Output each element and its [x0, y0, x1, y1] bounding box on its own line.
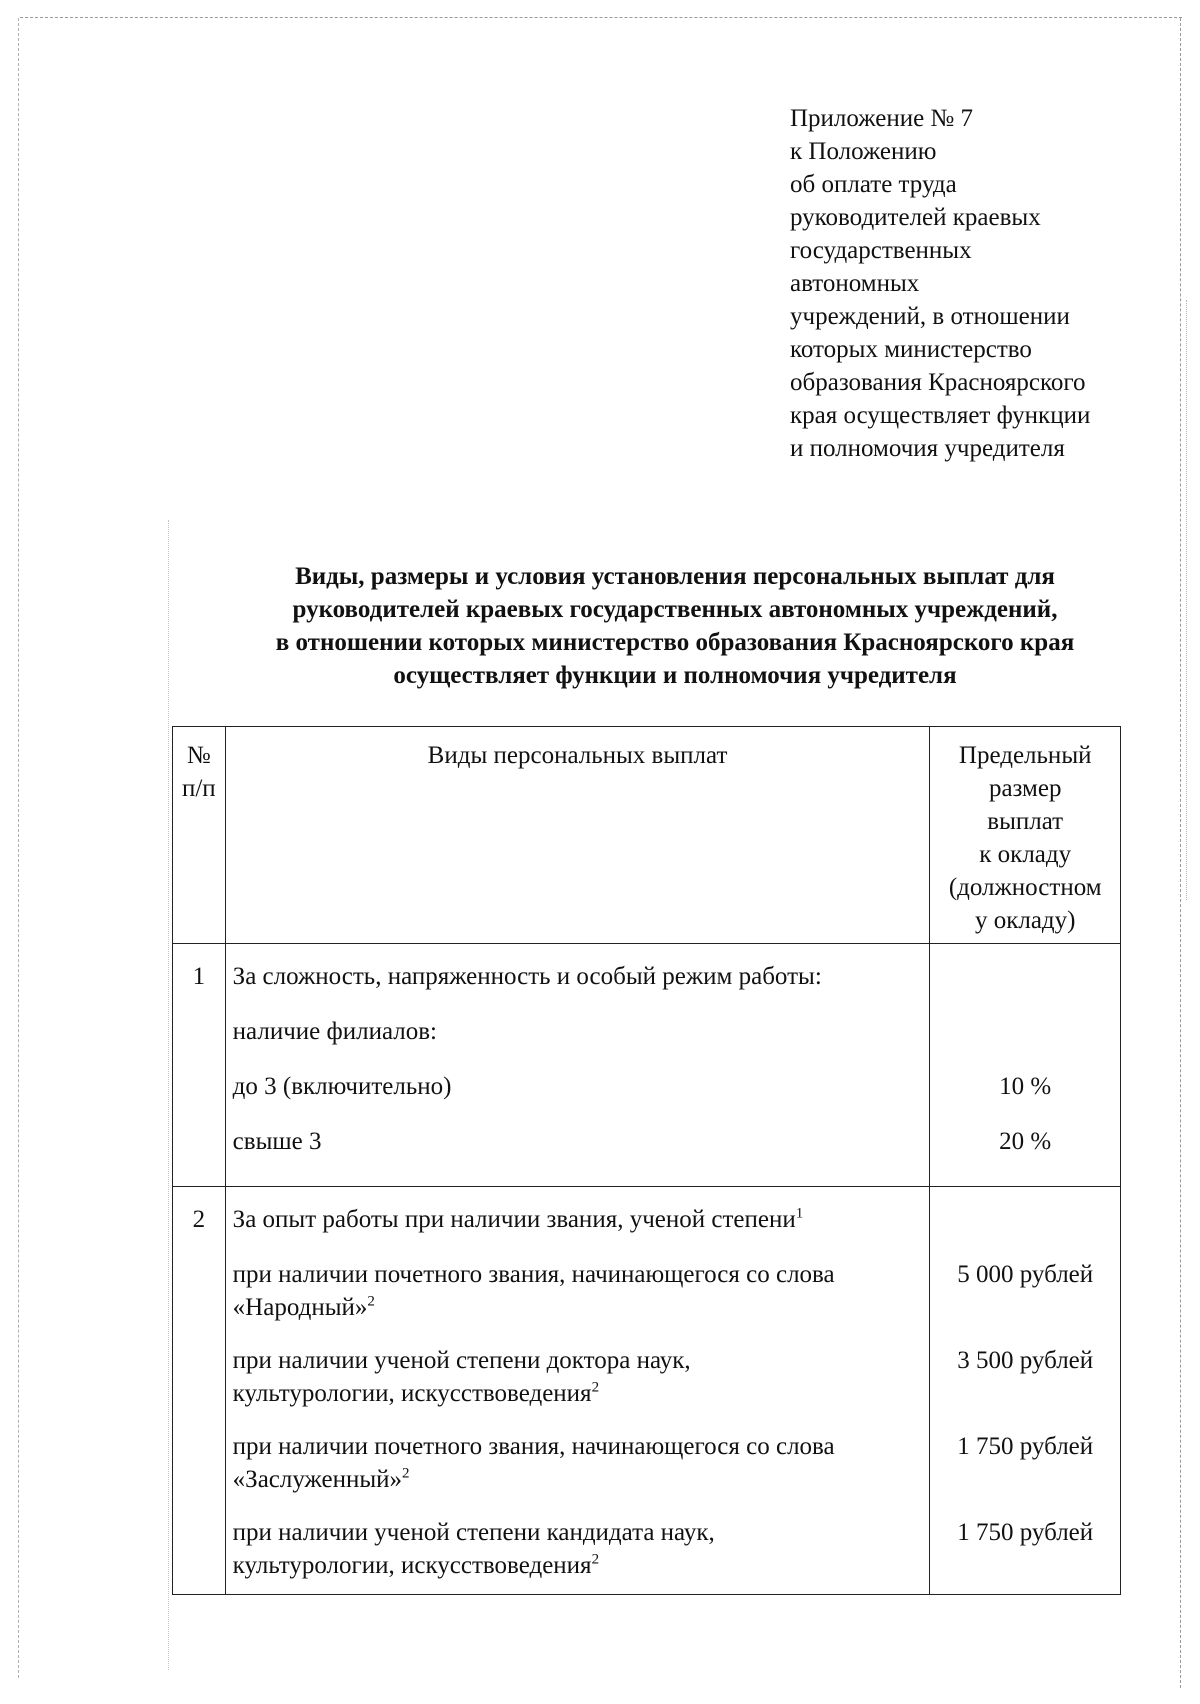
row-value-cell: [930, 1187, 1121, 1595]
row-line-text: «Народный»: [232, 1294, 368, 1321]
table-row-section-1: [173, 944, 1121, 1187]
row-line-text: культурологии, искусствоведения: [232, 1552, 592, 1579]
header-limit-cell: [930, 727, 1121, 944]
header-limit-line: (должностном: [948, 874, 1102, 901]
row-value-cell: [930, 944, 1121, 1187]
row-value: [930, 960, 1120, 993]
title-line: руководителей краевых государственных автономных учреждений,: [292, 596, 1058, 623]
row-line: до 3 (включительно): [232, 1073, 452, 1100]
appendix-line: образования Красноярского: [790, 369, 1086, 396]
table-header-row: [173, 727, 1121, 944]
row-line: при наличии почетного звания, начинающегося со слова: [232, 1261, 835, 1288]
header-limit-line: Предельный: [958, 742, 1092, 769]
row-entry: [226, 1344, 930, 1410]
footnote-mark: 2: [367, 1293, 375, 1310]
row-line-continued: [233, 1377, 924, 1410]
table-row-section-2: [173, 1187, 1121, 1595]
appendix-line: края осуществляет функции: [790, 402, 1091, 429]
row-line: при наличии почетного звания, начинающегося со слова: [232, 1433, 835, 1460]
row-value: 1 750 рублей: [957, 1519, 1094, 1546]
header-limit-line: выплат: [987, 808, 1064, 835]
row-line: при наличии ученой степени доктора наук,: [232, 1347, 691, 1374]
header-number-line: №: [186, 742, 211, 769]
appendix-line: и полномочия учредителя: [790, 435, 1065, 462]
row-line: За сложность, напряженность и особый режим работы:: [232, 963, 822, 990]
row-value: 20 %: [999, 1128, 1052, 1155]
appendix-line: автономных: [790, 270, 920, 297]
header-limit-line: размер: [988, 775, 1062, 802]
title-line: в отношении которых министерство образования Красноярского края: [275, 629, 1075, 656]
row-line-continued: [233, 1463, 924, 1496]
row-line: при наличии ученой степени кандидата наук,: [232, 1519, 715, 1546]
section-heading: [226, 1203, 930, 1236]
row-value-empty: [930, 1203, 1120, 1236]
row-entry: [226, 1516, 930, 1582]
footnote-mark: 2: [591, 1551, 600, 1568]
title-line: Виды, размеры и условия установления персональных выплат для: [295, 563, 1055, 590]
row-entry: [226, 1430, 930, 1496]
appendix-line: государственных: [790, 237, 972, 264]
row-value: 10 %: [999, 1073, 1052, 1100]
row-line-continued: [233, 1549, 924, 1582]
appendix-line: руководителей краевых: [790, 204, 1041, 231]
appendix-line: к Положению: [790, 138, 937, 165]
row-number: 1: [173, 944, 226, 1187]
scan-edge-left: [18, 18, 19, 1678]
document-title: [175, 560, 1175, 692]
row-line-text: культурологии, искусствоведения: [232, 1380, 592, 1407]
row-text-cell: [225, 944, 930, 1187]
appendix-line: об оплате труда: [790, 171, 957, 198]
footnote-mark: 1: [795, 1205, 804, 1222]
footnote-mark: 2: [591, 1379, 600, 1396]
scan-edge-top: [20, 17, 1182, 18]
header-limit-line: к окладу: [979, 841, 1072, 868]
scan-edge-right-inner: [1186, 300, 1187, 900]
section-heading-text: За опыт работы при наличии звания, ученой степени: [232, 1206, 796, 1233]
row-value: [930, 1015, 1120, 1048]
row-value: 5 000 рублей: [957, 1261, 1094, 1288]
appendix-reference: [790, 102, 1170, 465]
row-value: 1 750 рублей: [957, 1433, 1094, 1460]
scan-edge-right: [1180, 18, 1181, 1688]
row-text-cell: [225, 1187, 930, 1595]
appendix-line: Приложение № 7: [790, 105, 974, 132]
row-number: 2: [173, 1187, 226, 1595]
row-value: 3 500 рублей: [957, 1347, 1094, 1374]
header-type-cell: [225, 727, 930, 944]
footnote-mark: 2: [402, 1465, 410, 1482]
row-entry: [226, 1258, 930, 1324]
row-line: свыше 3: [232, 1128, 322, 1155]
appendix-line: учреждений, в отношении: [790, 303, 1070, 330]
row-line-continued: [233, 1291, 924, 1324]
row-line-text: «Заслуженный»: [232, 1466, 403, 1493]
header-limit-line: у окладу): [974, 907, 1076, 934]
title-line: осуществляет функции и полномочия учредителя: [393, 662, 957, 689]
header-number-cell: [173, 727, 226, 944]
header-number-line: п/п: [181, 775, 216, 802]
payments-table: [172, 726, 1121, 1595]
appendix-line: которых министерство: [790, 336, 1032, 363]
row-line: наличие филиалов:: [232, 1018, 437, 1045]
header-type-label: Виды персональных выплат: [427, 742, 728, 769]
scan-edge-margin: [168, 520, 169, 1670]
